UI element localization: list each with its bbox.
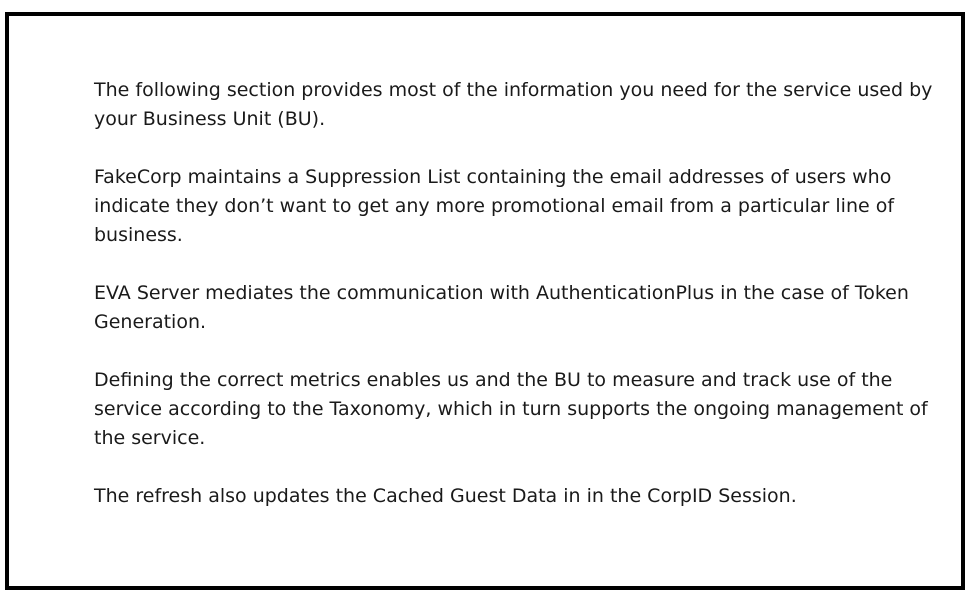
paragraph-service-overview: The following section provides most of the information you need for the service used by your Business Unit (BU). <box>94 79 933 130</box>
paragraph-metrics: Defining the correct metrics enables us and the BU to measure and track use of the service according to the Taxonomy, which in turn supports the ongoing management of the service. <box>94 369 928 449</box>
paragraph-refresh: The refresh also updates the Cached Guest Data in in the CorpID Session. <box>94 485 797 507</box>
paragraph-suppression-list: FakeCorp maintains a Suppression List containing the email addresses of users who indicate they don’t want to get any more promotional email from a particular line of business. <box>94 166 895 246</box>
paragraph-eva-server: EVA Server mediates the communication with AuthenticationPlus in the case of Token Generation. <box>94 282 909 333</box>
document-body <box>94 76 964 511</box>
document-frame <box>5 12 965 590</box>
